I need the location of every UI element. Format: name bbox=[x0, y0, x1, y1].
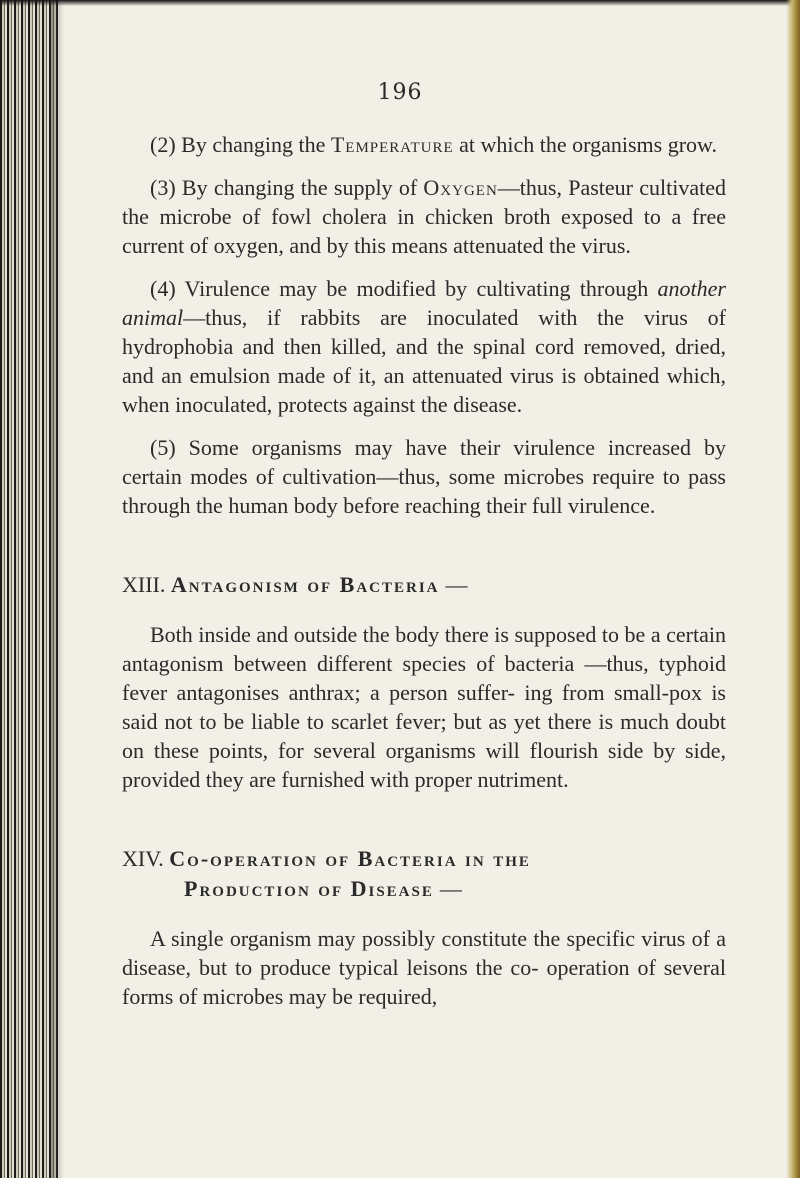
page-body bbox=[122, 130, 726, 1025]
section-13-dash: — bbox=[445, 572, 468, 597]
item-2-text-a: By changing the bbox=[181, 132, 331, 157]
item-3-number: (3) bbox=[150, 175, 176, 200]
section-14-numeral: XIV. bbox=[122, 846, 164, 871]
item-2 bbox=[122, 130, 726, 159]
right-page-edge bbox=[786, 0, 800, 1178]
top-page-edge bbox=[0, 0, 800, 6]
item-3 bbox=[122, 173, 726, 260]
section-13-body: Both inside and outside the body there is supposed to be a certain antagonism between different species of bacteria —thus, typhoid fever antagonises anthrax; a person suffer- ing from small-pox is said not to be liable to scarlet fever; but as yet there is much doubt on these points, for several organisms will flourish side by side, provided they are furnished with proper nutriment. bbox=[122, 622, 726, 792]
item-4-number: (4) bbox=[150, 276, 176, 301]
page-number: 196 bbox=[377, 80, 423, 105]
section-14-dash: — bbox=[439, 876, 462, 901]
section-13-heading bbox=[122, 570, 726, 600]
section-14-body: A single organism may possibly constitute the specific virus of a disease, but to produce typical leisons the co- operation of several forms of microbes may be required, bbox=[122, 926, 726, 1009]
item-2-keyword: Temperature bbox=[330, 132, 454, 157]
item-2-number: (2) bbox=[150, 132, 176, 157]
section-13-title: Antagonism of Bacteria bbox=[170, 572, 440, 597]
item-4-text-b: —thus, if rabbits are inoculated with the virus of hydrophobia and then killed, and the spinal cord removed, dried, and an emulsion made of it, an attenuated virus is obtained which, when inoculated, protects against the disease. bbox=[122, 305, 726, 417]
section-14-title-line-1: Co-operation of Bacteria in the bbox=[169, 846, 531, 871]
item-3-text-a: By changing the supply of bbox=[181, 175, 424, 200]
item-4-emphasis: another animal bbox=[122, 276, 726, 330]
item-3-keyword: Oxygen bbox=[423, 175, 498, 200]
item-5-number: (5) bbox=[150, 435, 176, 460]
section-13-numeral: XIII. bbox=[122, 572, 166, 597]
gutter-shadow bbox=[50, 0, 64, 1178]
item-5 bbox=[122, 433, 726, 520]
section-14-title-line-2: Production of Disease bbox=[184, 876, 434, 901]
item-5-text: Some organisms may have their virulence increased by certain modes of cultivation—thus, some microbes require to pass through the human body before reaching their full virulence. bbox=[122, 435, 727, 518]
section-14-heading bbox=[122, 844, 726, 904]
item-4-text-a: Virulence may be modified by cultivating through bbox=[184, 276, 658, 301]
item-2-text-b: at which the organisms grow. bbox=[453, 132, 717, 157]
item-3-text-b: —thus, Pasteur cultivated the microbe of fowl cholera in chicken broth exposed to a free current of oxygen, and by this means attenuated the virus. bbox=[122, 175, 726, 258]
item-4 bbox=[122, 274, 726, 419]
